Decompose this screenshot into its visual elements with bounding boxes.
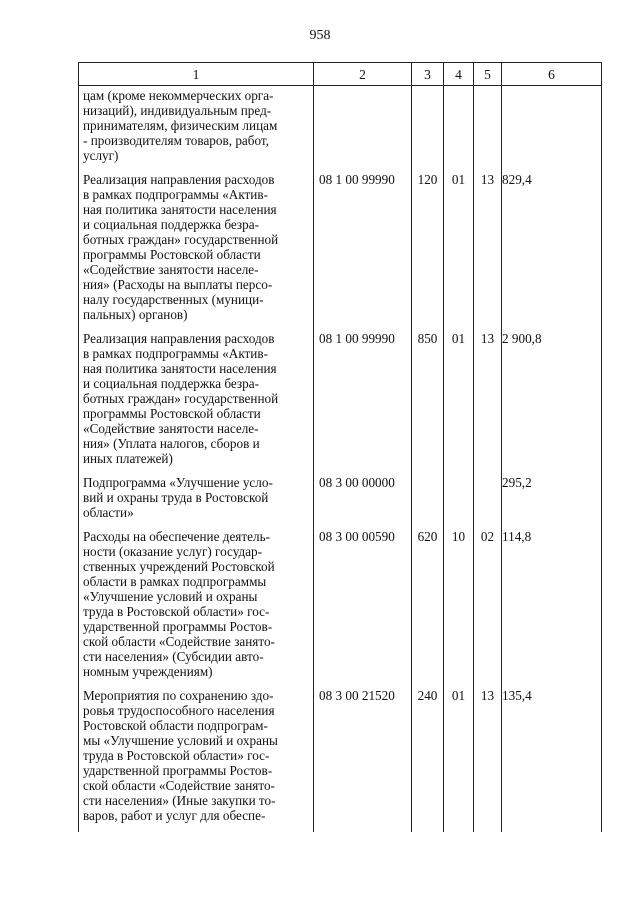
table-row bbox=[79, 475, 602, 529]
table-header-row bbox=[79, 63, 602, 86]
section-cell: 01 bbox=[444, 688, 474, 832]
expense-name-cell bbox=[79, 475, 314, 529]
expense-name-line: низаций), индивидуальным пред- bbox=[83, 103, 272, 118]
expense-name-line: Мероприятия по сохранению здо- bbox=[83, 688, 274, 703]
expense-name-line: ная политика занятости населения bbox=[83, 361, 277, 376]
expense-name-line: «Содействие занятости населе- bbox=[83, 421, 259, 436]
amount-cell: 2 900,8 bbox=[502, 331, 602, 475]
amount-cell: 114,8 bbox=[502, 529, 602, 688]
expense-name-line: ботных граждан» государственной bbox=[83, 232, 279, 247]
expense-name-line: Ростовской области подпрограм- bbox=[83, 718, 268, 733]
subsection-cell bbox=[474, 86, 502, 173]
expense-name-line: в рамках подпрограммы «Актив- bbox=[83, 346, 268, 361]
expense-name-line: области» bbox=[83, 505, 134, 520]
expense-name-line: ровья трудоспособного населения bbox=[83, 703, 275, 718]
expense-name-line: ная политика занятости населения bbox=[83, 202, 277, 217]
section-cell: 10 bbox=[444, 529, 474, 688]
expense-name-line: сти населения» (Иные закупки то- bbox=[83, 793, 276, 808]
expense-name-line: Подпрограмма «Улучшение усло- bbox=[83, 475, 273, 490]
header-col-2: 2 bbox=[314, 63, 412, 86]
expense-name-line: ния» (Уплата налогов, сборов и bbox=[83, 436, 260, 451]
header-col-1: 1 bbox=[79, 63, 314, 86]
expense-name-line: Реализация направления расходов bbox=[83, 331, 275, 346]
target-article-cell: 08 3 00 21520 bbox=[314, 688, 412, 832]
expense-name-line: Реализация направления расходов bbox=[83, 172, 275, 187]
section-cell bbox=[444, 86, 474, 173]
expense-name-line: ности (оказание услуг) государ- bbox=[83, 544, 263, 559]
subsection-cell: 13 bbox=[474, 331, 502, 475]
section-cell bbox=[444, 475, 474, 529]
header-col-6: 6 bbox=[502, 63, 602, 86]
header-col-4: 4 bbox=[444, 63, 474, 86]
expense-name-cell bbox=[79, 331, 314, 475]
expense-name-line: налу государственных (муници- bbox=[83, 292, 264, 307]
expense-type-cell: 850 bbox=[412, 331, 444, 475]
table-row bbox=[79, 172, 602, 331]
expense-type-cell: 240 bbox=[412, 688, 444, 832]
table-row bbox=[79, 688, 602, 832]
expense-name-cell bbox=[79, 86, 314, 173]
expense-name-line: труда в Ростовской области» гос- bbox=[83, 604, 270, 619]
expense-name-line: области в рамках подпрограммы bbox=[83, 574, 267, 589]
table-row bbox=[79, 331, 602, 475]
table-row bbox=[79, 86, 602, 173]
subsection-cell: 02 bbox=[474, 529, 502, 688]
expense-type-cell: 120 bbox=[412, 172, 444, 331]
section-cell: 01 bbox=[444, 172, 474, 331]
amount-cell: 829,4 bbox=[502, 172, 602, 331]
expense-name-line: ния» (Расходы на выплаты персо- bbox=[83, 277, 273, 292]
expense-name-line: ственных учреждений Ростовской bbox=[83, 559, 275, 574]
expense-name-line: варов, работ и услуг для обеспе- bbox=[83, 808, 266, 823]
expense-name-line: ботных граждан» государственной bbox=[83, 391, 279, 406]
expense-name-line: мы «Улучшение условий и охраны bbox=[83, 733, 278, 748]
expense-name-line: программы Ростовской области bbox=[83, 406, 261, 421]
expense-name-line: - производителям товаров, работ, bbox=[83, 133, 269, 148]
expense-name-line: услуг) bbox=[83, 148, 119, 163]
amount-cell: 135,4 bbox=[502, 688, 602, 832]
expense-type-cell bbox=[412, 475, 444, 529]
table-body bbox=[79, 86, 602, 833]
amount-cell bbox=[502, 86, 602, 173]
expense-type-cell bbox=[412, 86, 444, 173]
page-number: 958 bbox=[309, 28, 331, 43]
expense-name-line: пальных) органов) bbox=[83, 307, 188, 322]
budget-table bbox=[78, 62, 602, 832]
expense-name-cell bbox=[79, 688, 314, 832]
expense-name-line: иных платежей) bbox=[83, 451, 173, 466]
header-col-3: 3 bbox=[412, 63, 444, 86]
expense-name-line: и социальная поддержка безра- bbox=[83, 217, 259, 232]
header-col-5: 5 bbox=[474, 63, 502, 86]
expense-name-line: ударственной программы Ростов- bbox=[83, 619, 273, 634]
expense-name-line: вий и охраны труда в Ростовской bbox=[83, 490, 269, 505]
expense-name-line: программы Ростовской области bbox=[83, 247, 261, 262]
expense-type-cell: 620 bbox=[412, 529, 444, 688]
target-article-cell bbox=[314, 86, 412, 173]
target-article-cell: 08 1 00 99990 bbox=[314, 172, 412, 331]
target-article-cell: 08 1 00 99990 bbox=[314, 331, 412, 475]
expense-name-line: номным учреждениям) bbox=[83, 664, 213, 679]
target-article-cell: 08 3 00 00590 bbox=[314, 529, 412, 688]
expense-name-line: Расходы на обеспечение деятель- bbox=[83, 529, 270, 544]
expense-name-line: цам (кроме некоммерческих орга- bbox=[83, 88, 274, 103]
subsection-cell bbox=[474, 475, 502, 529]
expense-name-line: сти населения» (Субсидии авто- bbox=[83, 649, 264, 664]
target-article-cell: 08 3 00 00000 bbox=[314, 475, 412, 529]
expense-name-cell bbox=[79, 172, 314, 331]
expense-name-line: и социальная поддержка безра- bbox=[83, 376, 259, 391]
expense-name-line: «Улучшение условий и охраны bbox=[83, 589, 258, 604]
expense-name-line: труда в Ростовской области» гос- bbox=[83, 748, 270, 763]
expense-name-line: ской области «Содействие занято- bbox=[83, 634, 275, 649]
expense-name-cell bbox=[79, 529, 314, 688]
expense-name-line: ской области «Содействие занято- bbox=[83, 778, 275, 793]
subsection-cell: 13 bbox=[474, 172, 502, 331]
subsection-cell: 13 bbox=[474, 688, 502, 832]
expense-name-line: «Содействие занятости населе- bbox=[83, 262, 259, 277]
table-row bbox=[79, 529, 602, 688]
section-cell: 01 bbox=[444, 331, 474, 475]
expense-name-line: принимателям, физическим лицам bbox=[83, 118, 278, 133]
expense-name-line: в рамках подпрограммы «Актив- bbox=[83, 187, 268, 202]
amount-cell: 295,2 bbox=[502, 475, 602, 529]
expense-name-line: ударственной программы Ростов- bbox=[83, 763, 273, 778]
